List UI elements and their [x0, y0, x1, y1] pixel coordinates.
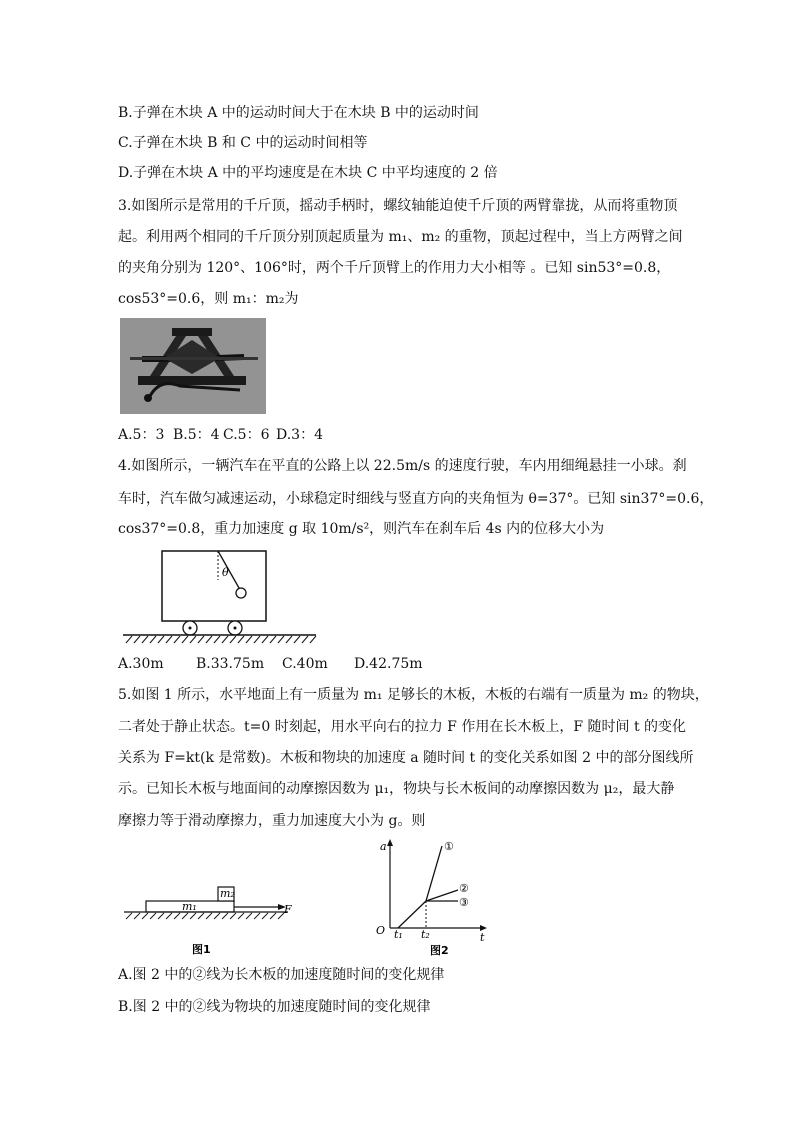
m2-label: m₂ [220, 887, 235, 900]
t1-label: t₁ [394, 928, 403, 941]
q5-line-3: 关系为 F=kt(k 是常数)。木板和物块的加速度 a 随时间 t 的变化关系如图 2 中的部分图线所 [118, 750, 694, 766]
theta-label: θ [222, 566, 229, 579]
figure-2-caption: 图2 [430, 944, 449, 957]
q3-option-d: D.3：4 [276, 427, 323, 443]
car-jack-photo [120, 318, 266, 414]
q4-option-a: A.30m [118, 656, 164, 672]
curve-3-label: ③ [459, 896, 469, 909]
m1-label: m₁ [182, 900, 197, 913]
q3-option-b: B.5：4 [173, 427, 220, 443]
origin-label: O [376, 924, 386, 937]
q5-option-a: A.图 2 中的②线为长木板的加速度随时间的变化规律 [118, 967, 445, 983]
q5-line-5: 摩擦力等于滑动摩擦力，重力加速度大小为 g。则 [118, 813, 426, 829]
q5-line-4: 示。已知长木板与地面间的动摩擦因数为 μ₁，物块与长木板间的动摩擦因数为 μ₂，最大静 [118, 781, 675, 797]
q2-option-b: B.子弹在木块 A 中的运动时间大于在木块 B 中的运动时间 [118, 105, 479, 121]
q3-option-a: A.5：3 [118, 427, 165, 443]
q5-line-1: 5.如图 1 所示，水平地面上有一质量为 m₁ 足够长的木板，木板的右端有一质量为 m₂ 的物块， [118, 687, 709, 703]
q4-line-2: 车时，汽车做匀减速运动，小球稳定时细线与竖直方向的夹角恒为 θ=37°。已知 sin37°=0.6， [118, 491, 714, 507]
a-axis-label: a [380, 840, 387, 853]
car-pendulum-figure [120, 548, 320, 646]
figure-2-acceleration-graph [372, 838, 492, 960]
t-axis-label: t [480, 931, 485, 944]
q5-line-2: 二者处于静止状态。t=0 时刻起，用水平向右的拉力 F 作用在长木板上，F 随时间 t 的变化 [118, 719, 687, 735]
curve-2-label: ② [459, 882, 469, 895]
q3-options [118, 425, 323, 445]
q3-line-3: 的夹角分别为 120°、106°时，两个千斤顶臂上的作用力大小相等 。已知 sin53°=0.8， [118, 260, 671, 276]
t2-label: t₂ [421, 928, 430, 941]
q3-line-1: 3.如图所示是常用的千斤顶，摇动手柄时，螺纹轴能迫使千斤顶的两臂靠拢，从而将重物顶 [118, 198, 678, 214]
q2-option-c: C.子弹在木块 B 和 C 中的运动时间相等 [118, 135, 368, 151]
q5-option-b: B.图 2 中的②线为物块的加速度随时间的变化规律 [118, 999, 431, 1015]
q3-option-c: C.5：6 [223, 427, 270, 443]
q2-option-d: D.子弹在木块 A 中的平均速度是在木块 C 中平均速度的 2 倍 [118, 165, 498, 181]
force-label: F [284, 903, 292, 916]
q4-options [118, 654, 423, 674]
q3-line-2: 起。利用两个相同的千斤顶分别顶起质量为 m₁、m₂ 的重物，顶起过程中，当上方两臂之间 [118, 229, 683, 245]
curve-1-label: ① [444, 840, 454, 853]
q4-option-c: C.40m [282, 656, 328, 672]
figure-1-board-block [120, 885, 300, 960]
q4-option-b: B.33.75m [196, 656, 265, 672]
q4-line-3: cos37°=0.8，重力加速度 g 取 10m/s²，则汽车在刹车后 4s 内的位移大小为 [118, 521, 605, 537]
q3-line-4: cos53°=0.6，则 m₁：m₂为 [118, 291, 299, 307]
q4-option-d: D.42.75m [354, 656, 423, 672]
figure-1-caption: 图1 [192, 943, 211, 956]
q4-line-1: 4.如图所示，一辆汽车在平直的公路上以 22.5m/s 的速度行驶，车内用细绳悬挂一小球。刹 [118, 458, 687, 474]
